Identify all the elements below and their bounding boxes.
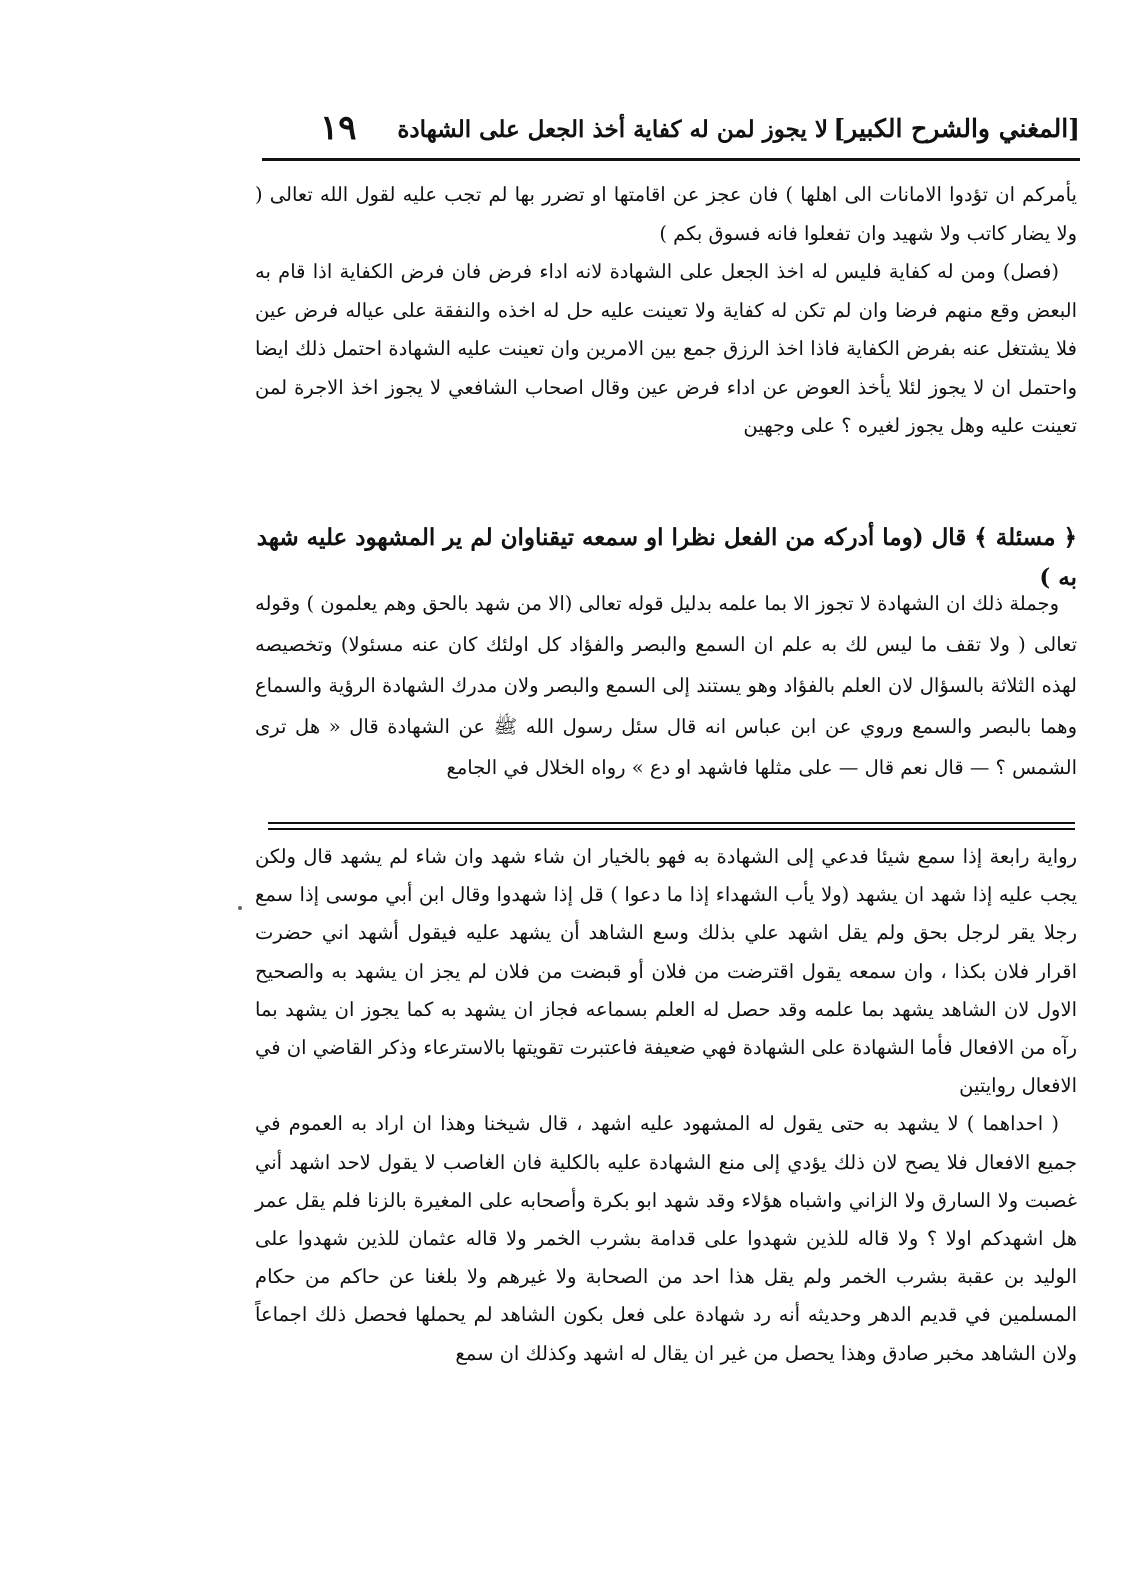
masala-heading: ﴿ مسئلة ﴾ قال (وما أدركه من الفعل نظرا او سمعه تيقناوان لم ير المشهود عليه شهد به ) [256,524,1077,591]
section-divider-line [268,822,1075,824]
paragraph-fasl: (فصل) ومن له كفاية فليس له اخذ الجعل على الشهادة لانه اداء فرض فان فرض الكفاية اذا قام به البعض وقع منهم فرضا وان لم تكن له كفاية ولا تعينت عليه حل له اخذه والنفقة على عياله فرض عين فلا يشتغل عنه بفرض الكفاية فاذا اخذ الرزق جمع بين الامرين وان تعينت عليه الشهادة احتمل ذلك ايضا واحتمل ان لا يجوز لئلا يأخذ العوض عن اداء فرض عين وقال اصحاب الشافعي لا يجوز اخذ الاجرة لمن تعينت عليه وهل يجوز لغيره ؟ على وجهين [255,260,1077,437]
paragraph-riwaya: رواية رابعة إذا سمع شيئا فدعي إلى الشهادة به فهو بالخيار ان شاء شهد وان شاء لم يشهد قال ولكن يجب عليه إذا شهد ان يشهد (ولا يأب الشهداء إذا ما دعوا ) قل إذا شهدوا وقال ابن أبي موسى إذا سمع رجلا يقر لرجل بحق ولم يقل اشهد علي بذلك وسع الشاهد أن يشهد عليه فيقول أشهد اني حضرت اقرار فلان بكذا ، وان سمعه يقول اقترضت من فلان أو قبضت من فلان لم يجز ان يشهد به والصحيح الاول لان الشاهد يشهد بما علمه وقد حصل له العلم بسماعه فجاز ان يشهد به كما يجوز ان يشهد بما رآه من الافعال فأما الشهادة على الشهادة فهي ضعيفة فاعتبرت تقويتها بالاسترعاء وذكر القاضي ان في الافعال روايتين [255,845,1077,1098]
lower-section [255,838,1077,1373]
scan-speck [238,906,242,910]
paragraph-explanation: وجملة ذلك ان الشهادة لا تجوز الا بما علمه بدليل قوله تعالى (الا من شهد بالحق وهم يعلمون ) وقوله تعالى ( ولا تقف ما ليس لك به علم ان السمع والبصر والفؤاد كل اولئك كان عنه مسئولا) وتخصيصه لهذه الثلاثة بالسؤال لان العلم بالفؤاد وهو يستند إلى السمع والبصر ولان مدرك الشهادة الرؤية والسماع وهما بالبصر والسمع وروي عن ابن عباس انه قال سئل رسول الله ﷺ عن الشهادة قال « هل ترى الشمس ؟ — قال نعم قال — على مثلها فاشهد او دع » رواه الخلال في الجامع [255,592,1077,779]
paragraph-ihdahuma: ( احداهما ) لا يشهد به حتى يقول له المشهود عليه اشهد ، قال شيخنا وهذا ان اراد به العموم في جميع الافعال فلا يصح لان ذلك يؤدي إلى منع الشهادة عليه بالكلية فان الغاصب لا يقول لاحد اشهد أني غصبت ولا السارق ولا الزاني واشباه هؤلاء وقد شهد ابو بكرة وأصحابه على المغيرة بالزنا فلم يقل عمر هل اشهدكم اولا ؟ ولا قاله للذين شهدوا على قدامة بشرب الخمر ولا قاله عثمان للذين شهدوا على الوليد بن عقبة بشرب الخمر ولم يقل هذا احد من الصحابة ولا غيرهم ولا بلغنا عن حاكم من حكام المسلمين في قديم الدهر وحديثه أنه رد شهادة على فعل بكون الشاهد لم يحملها فحصل ذلك اجماعاً ولان الشاهد مخبر صادق وهذا يحصل من غير ان يقال له اشهد وكذلك ان سمع [255,1112,1077,1365]
page-number: ١٩ [320,108,357,148]
running-header [262,108,1080,156]
paragraph-continuation: يأمركم ان تؤدوا الامانات الى اهلها ) فان عجز عن اقامتها او تضرر بها لم تجب عليه لقول الله تعالى ( ولا يضار كاتب ولا شهيد وان تفعلوا فانه فسوق بكم ) [255,183,1077,245]
header-rule [262,158,1080,161]
section-divider-line-second [268,828,1075,830]
upper-section [255,176,1077,446]
chapter-title: لا يجوز لمن له كفاية أخذ الجعل على الشهادة [397,116,828,143]
book-title: [المغني والشرح الكبير] [833,114,1080,143]
explanation-section [255,583,1077,788]
